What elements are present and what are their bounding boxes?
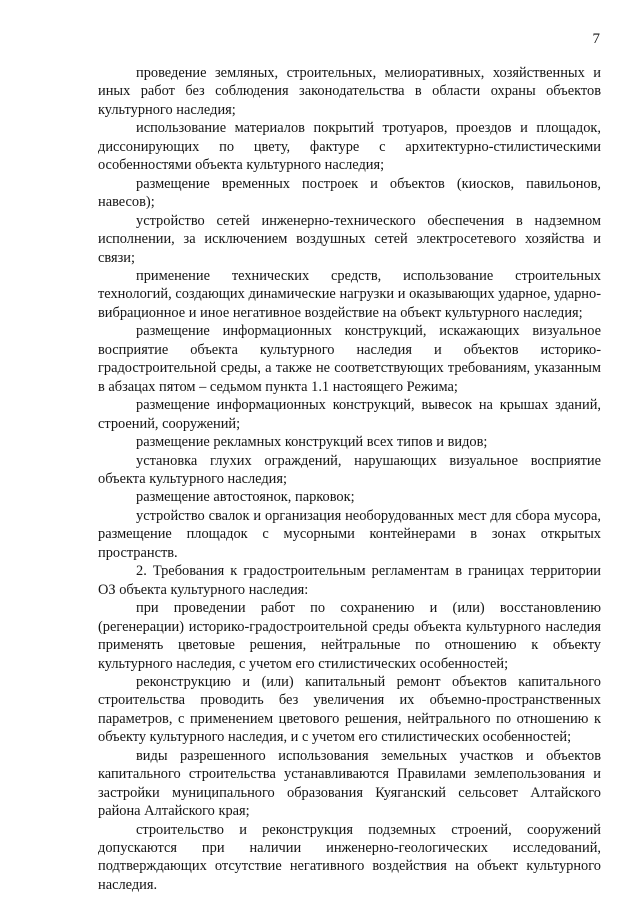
paragraph: размещение рекламных конструкций всех типов и видов;: [136, 434, 488, 451]
paragraph: виды разрешенного использования земельных участков и объектов капитального строительства устанавливаются Правилами землепользования и застройки муниципального образования Куяганский сельсовет Алтайского района Алтайского края;: [98, 747, 601, 820]
paragraph: установка глухих ограждений, нарушающих визуальное восприятие объекта культурного наследия;: [98, 452, 601, 487]
paragraph: устройство сетей инженерно-технического обеспечения в надземном исполнении, за исключением воздушных сетей электросетевого хозяйства и связи;: [98, 212, 601, 266]
page-number: 7: [592, 31, 600, 47]
paragraph: размещение временных построек и объектов (киосков, павильонов, навесов);: [98, 175, 601, 211]
paragraph: использование материалов покрытий тротуаров, проездов и площадок, диссонирующих по цвету, фактуре с архитектурно-стилистическими особенностями объекта культурного наследия;: [98, 120, 601, 174]
paragraph: размещение информационных конструкций, искажающих визуальное восприятие объекта культурного наследия и объектов историко-градостроительной среды, а также не соответствующих требованиям, указанным в абзацах пятом – седьмом пункта 1.1 настоящего Режима;: [98, 323, 601, 395]
paragraph: строительство и реконструкция подземных строений, сооружений допускаются при наличии инженерно-геологических исследований, подтверждающих отсутствие негативного воздействия на объект культурного наследия.: [98, 821, 601, 893]
paragraph: устройство свалок и организация необорудованных мест для сбора мусора, размещение площадок с мусорными контейнерами в зонах открытых пространств.: [98, 507, 601, 561]
paragraph: размещение автостоянок, парковок;: [136, 489, 355, 506]
paragraph: размещение информационных конструкций, вывесок на крышах зданий, строений, сооружений;: [98, 397, 601, 432]
paragraph: применение технических средств, использование строительных технологий, создающих динамические нагрузки и оказывающих ударное, ударно-вибрационное и иное негативное воздействие на объект культурного наследия;: [98, 267, 601, 321]
paragraph: при проведении работ по сохранению и (или) восстановлению (регенерации) историко-градостроительной среды объекта культурного наследия применять цветовые решения, нейтральные по отношению к объекту культурного наследия, с учетом его стилистических особенностей;: [98, 600, 601, 672]
document-body: [98, 64, 601, 894]
section-heading: 2. Требования к градостроительным регламентам в границах территории ОЗ объекта культурного наследия:: [98, 563, 601, 598]
paragraph: реконструкцию и (или) капитальный ремонт объектов капитального строительства проводить без увеличения их объемно-пространственных параметров, с применением цветового решения, нейтрального по отношению к объекту культурного наследия, и с учетом его стилистических особенностей;: [98, 673, 601, 746]
paragraph: проведение земляных, строительных, мелиоративных, хозяйственных и иных работ без соблюдения законодательства в области охраны объектов культурного наследия;: [98, 65, 601, 118]
